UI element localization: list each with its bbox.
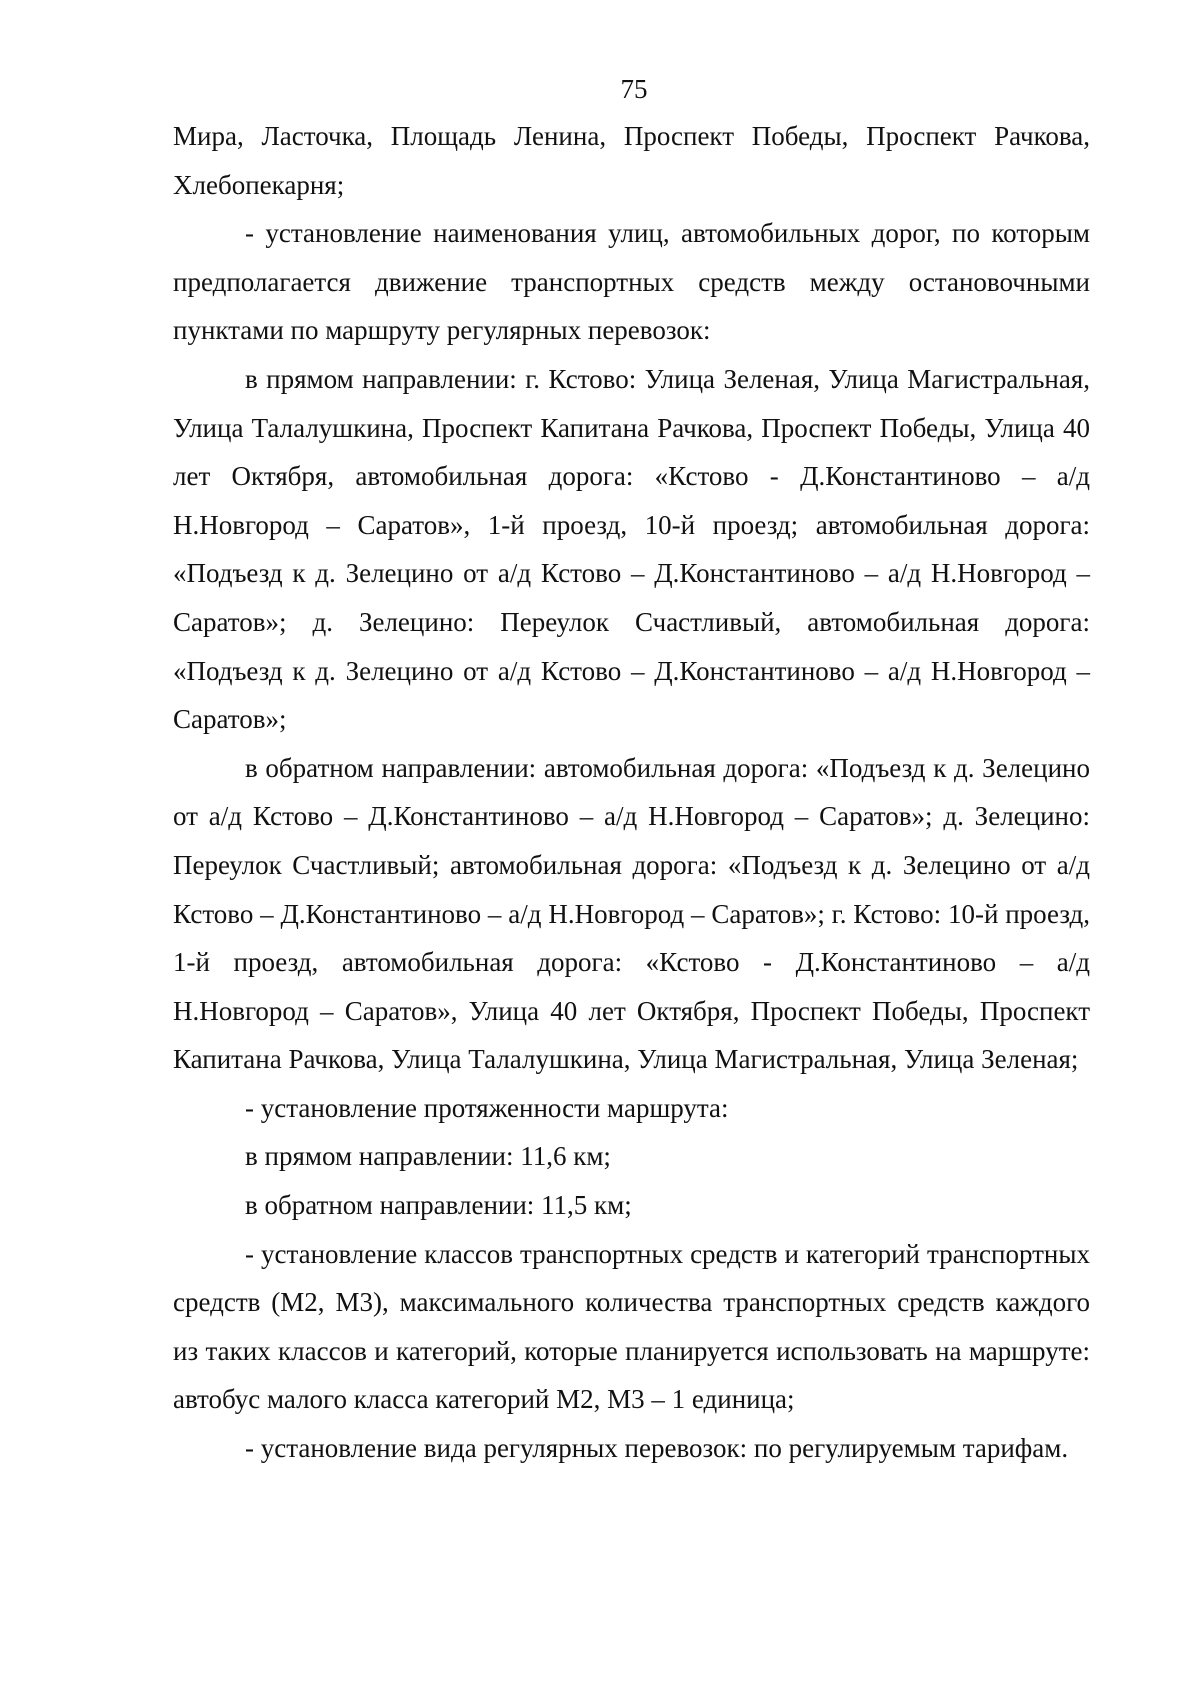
paragraph: в прямом направлении: 11,6 км; [245, 1141, 611, 1172]
paragraph: - установление вида регулярных перевозок: по регулируемым тарифам. [245, 1433, 1069, 1464]
paragraph: - установление наименования улиц, автомобильных дорог, по которым предполагается движение транспортных средств между остановочными пунктами по маршруту регулярных перевозок: [173, 218, 1090, 346]
paragraph: Мира, Ласточка, Площадь Ленина, Проспект Победы, Проспект Рачкова, Хлебопекарня; [173, 121, 1090, 200]
document-body [173, 112, 1090, 1473]
paragraph: в обратном направлении: автомобильная дорога: «Подъезд к д. Зелецино от а/д Кстово – Д.Константиново – а/д Н.Новгород – Саратов»; д. Зелецино: Переулок Счастливый; автомобильная дорога: «Подъезд к д. Зелецино от а/д Кстово – Д.Константиново – а/д Н.Новгород – Саратов»; г. Кстово: 10-й проезд, 1-й проезд, автомобильная дорога: «Кстово - Д.Константиново – а/д Н.Новгород – Саратов», Улица 40 лет Октября, Проспект Победы, Проспект Капитана Рачкова, Улица Талалушкина, Улица Магистральная, Улица Зеленая; [173, 752, 1090, 1075]
paragraph: - установление классов транспортных средств и категорий транспортных средств (М2, М3), максимального количества транспортных средств каждого из таких классов и категорий, которые планируется использовать на маршруте: автобус малого класса категорий М2, М3 – 1 единица; [173, 1238, 1090, 1415]
paragraph: в прямом направлении: г. Кстово: Улица Зеленая, Улица Магистральная, Улица Талалушкина, Проспект Капитана Рачкова, Проспект Победы, Улица 40 лет Октября, автомобильная дорога: «Кстово - Д.Константиново – а/д Н.Новгород – Саратов», 1-й проезд, 10-й проезд; автомобильная дорога: «Подъезд к д. Зелецино от а/д Кстово – Д.Константиново – а/д Н.Новгород – Саратов»; д. Зелецино: Переулок Счастливый, автомобильная дорога: «Подъезд к д. Зелецино от а/д Кстово – Д.Константиново – а/д Н.Новгород – Саратов»; [173, 363, 1090, 735]
paragraph: в обратном направлении: 11,5 км; [245, 1190, 632, 1221]
page-number: 75 [620, 74, 648, 104]
paragraph: - установление протяженности маршрута: [245, 1092, 729, 1123]
